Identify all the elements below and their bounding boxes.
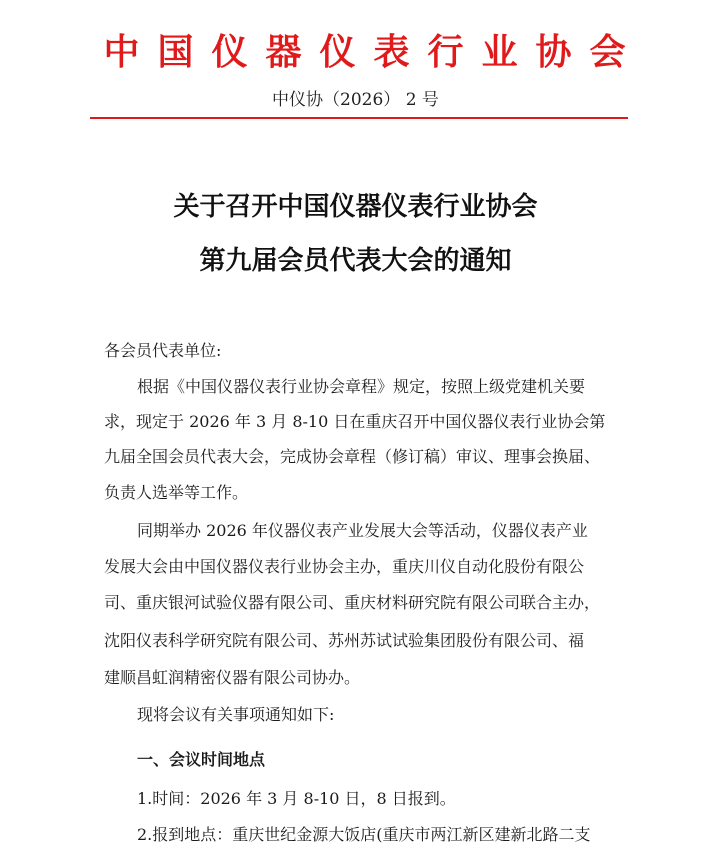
document-title-line-2: 第九届会员代表大会的通知 bbox=[199, 246, 512, 276]
issuing-organization-header: 中国仪器仪表行业协会 bbox=[103, 31, 644, 73]
document-title-line-1: 关于召开中国仪器仪表行业协会 bbox=[173, 192, 538, 222]
paragraph-line: 九届全国会员代表大会，完成协会章程（修订稿）审议、理事会换届、 bbox=[104, 447, 601, 466]
paragraph-line: 发展大会由中国仪器仪表行业协会主办，重庆川仪自动化股份有限公 bbox=[104, 557, 585, 576]
list-item: 2.报到地点：重庆世纪金源大饭店(重庆市两江新区建新北路二支 bbox=[137, 825, 591, 844]
paragraph-line: 建顺昌虹润精密仪器有限公司协办。 bbox=[104, 668, 361, 687]
paragraph-line: 求，现定于 2026 年 3 月 8-10 日在重庆召开中国仪器仪表行业协会第 bbox=[104, 412, 606, 431]
section-heading: 一、会议时间地点 bbox=[137, 750, 266, 769]
document-number: 中仪协（2026） 2 号 bbox=[272, 90, 439, 110]
paragraph-line: 司、重庆银河试验仪器有限公司、重庆材料研究院有限公司联合主办， bbox=[104, 593, 601, 612]
list-item: 1.时间：2026 年 3 月 8-10 日，8 日报到。 bbox=[137, 789, 456, 808]
paragraph-line: 根据《中国仪器仪表行业协会章程》规定，按照上级党建机关要 bbox=[137, 377, 586, 396]
header-divider bbox=[90, 117, 628, 119]
paragraph-line: 负责人选举等工作。 bbox=[104, 483, 249, 502]
paragraph-line: 沈阳仪表科学研究院有限公司、苏州苏试试验集团股份有限公司、福 bbox=[104, 631, 585, 650]
paragraph-line: 同期举办 2026 年仪器仪表产业发展大会等活动，仪器仪表产业 bbox=[137, 521, 588, 540]
salutation: 各会员代表单位: bbox=[104, 341, 222, 360]
paragraph-line: 现将会议有关事项通知如下: bbox=[137, 705, 335, 724]
